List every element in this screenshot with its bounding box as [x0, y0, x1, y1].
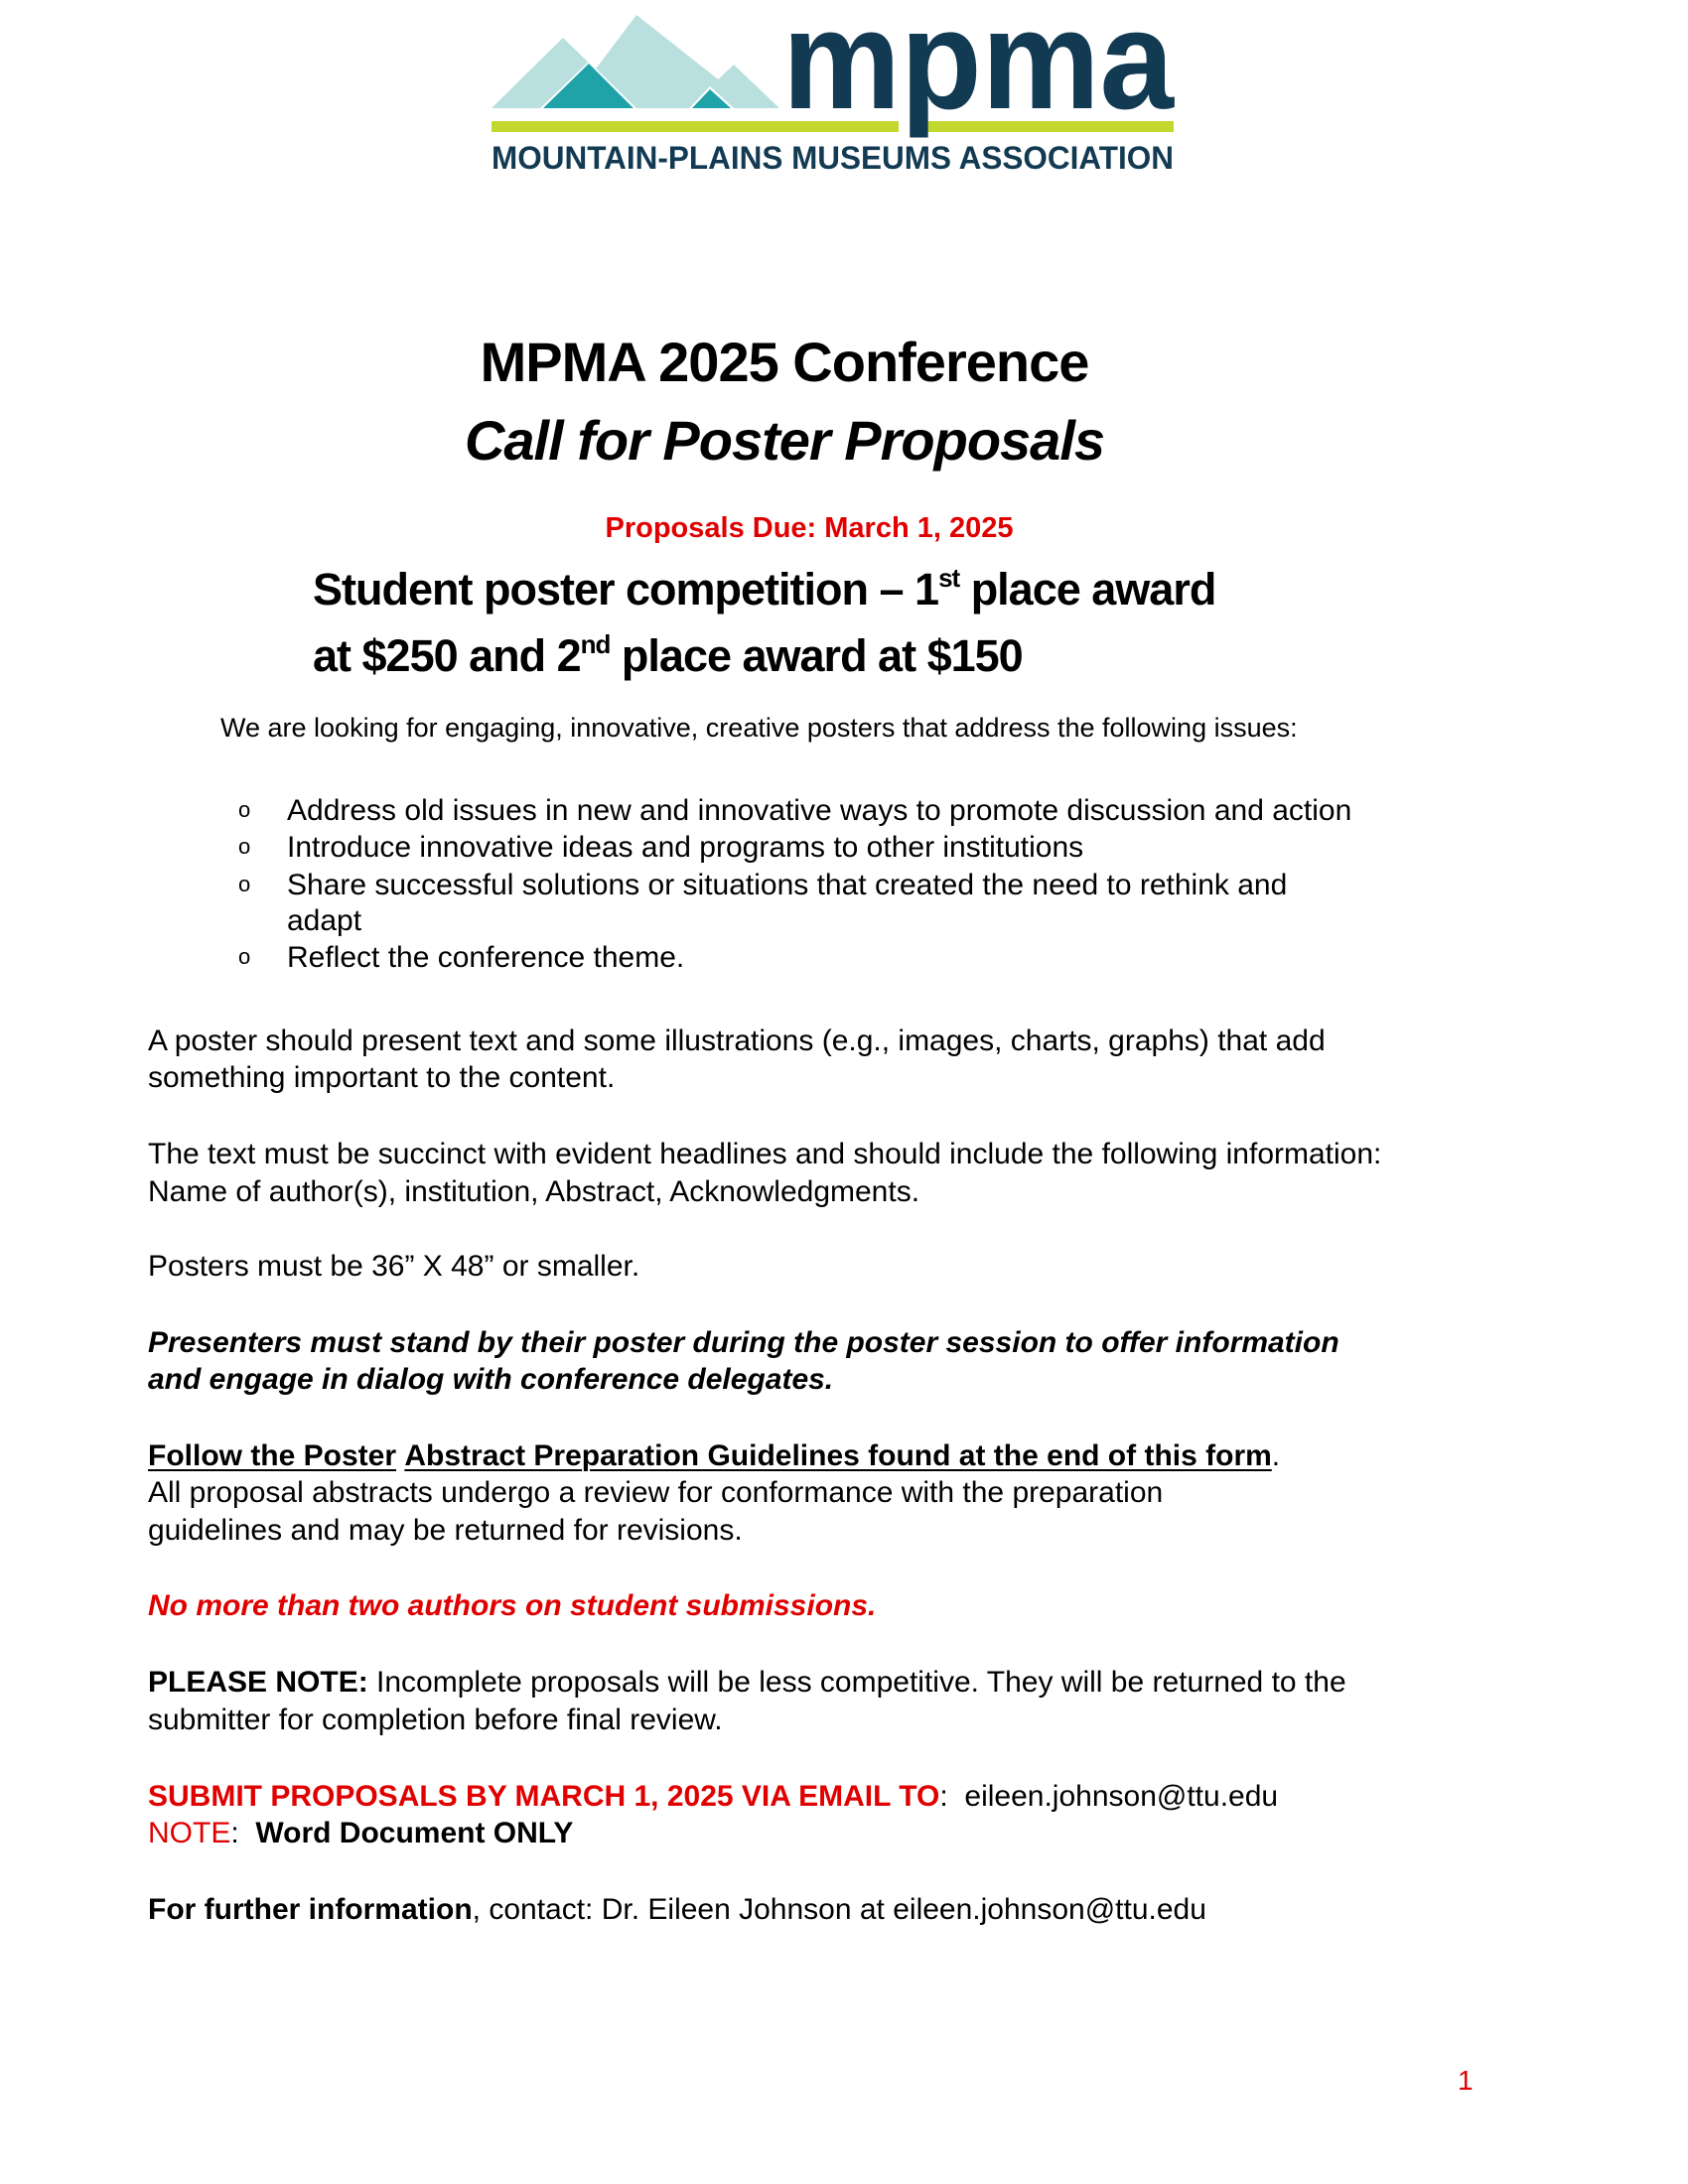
guidelines-line — [148, 1437, 1280, 1475]
guidelines-link-part[interactable]: Follow the Poster — [148, 1439, 397, 1472]
period: . — [1271, 1439, 1281, 1472]
award-line-1 — [313, 560, 1215, 619]
word-note-line — [148, 1815, 573, 1852]
award-sup: nd — [580, 629, 611, 659]
award-text: Student poster competition – 1 — [313, 564, 939, 614]
mpma-logo — [0, 0, 1688, 199]
award-text: place award — [959, 564, 1216, 614]
bullet-item: Reflect the conference theme. — [287, 941, 685, 974]
word-note-value: Word Document ONLY — [255, 1817, 574, 1849]
guidelines-link[interactable]: Abstract Preparation Guidelines found at the end of this form — [404, 1439, 1272, 1472]
submit-label: SUBMIT PROPOSALS BY MARCH 1, 2025 VIA EMAIL TO — [148, 1780, 940, 1813]
logo-wordmark: mpma — [782, 0, 1175, 139]
page-title: MPMA 2025 Conference — [480, 331, 1089, 393]
review-paragraph: All proposal abstracts undergo a review for conformance with the preparation — [148, 1476, 1164, 1509]
poster-paragraph: A poster should present text and some illustrations (e.g., images, charts, graphs) that add — [148, 1024, 1326, 1057]
logo-org-name: MOUNTAIN-PLAINS MUSEUMS ASSOCIATION — [492, 140, 1174, 176]
bullet-item: Introduce innovative ideas and programs to other institutions — [287, 831, 1084, 864]
authors-notice: No more than two authors on student submissions. — [148, 1589, 877, 1622]
please-note-line — [148, 1664, 1346, 1702]
award-text: at $250 and 2 — [313, 630, 581, 681]
size-paragraph: Posters must be 36” X 48” or smaller. — [148, 1250, 640, 1283]
due-date: Proposals Due: March 1, 2025 — [605, 512, 1014, 544]
bullet-marker: o — [238, 834, 251, 859]
bullet-item: Share successful solutions or situations that created the need to rethink and — [287, 869, 1288, 901]
text-paragraph: Name of author(s), institution, Abstract, Acknowledgments. — [148, 1175, 920, 1208]
submit-email-link[interactable]: eileen.johnson@ttu.edu — [964, 1780, 1279, 1813]
contact-text[interactable]: , contact: Dr. Eileen Johnson at eileen.johnson@ttu.edu — [472, 1893, 1206, 1926]
bullet-item-continued: adapt — [287, 904, 362, 937]
submit-line — [148, 1778, 1278, 1816]
contact-label: For further information — [148, 1893, 473, 1926]
intro-text: We are looking for engaging, innovative, creative posters that address the following issues: — [220, 713, 1298, 743]
colon: : — [230, 1817, 256, 1849]
presenters-paragraph: and engage in dialog with conference delegates. — [148, 1363, 834, 1396]
review-paragraph: guidelines and may be returned for revisions. — [148, 1514, 743, 1547]
page-number: 1 — [1458, 2065, 1474, 2096]
bullet-item: Address old issues in new and innovative ways to promote discussion and action — [287, 794, 1352, 827]
presenters-paragraph: Presenters must stand by their poster during the poster session to offer information — [148, 1326, 1339, 1359]
word-note-label: NOTE — [148, 1817, 231, 1849]
award-line-2 — [313, 626, 1023, 686]
please-note-text: Incomplete proposals will be less competitive. They will be returned to the — [367, 1666, 1346, 1699]
bullet-marker: o — [238, 872, 251, 896]
page-subtitle: Call for Poster Proposals — [464, 409, 1105, 472]
award-sup: st — [938, 563, 960, 593]
poster-paragraph: something important to the content. — [148, 1061, 616, 1094]
bullet-marker: o — [238, 797, 251, 822]
colon: : — [939, 1780, 965, 1813]
please-note-label: PLEASE NOTE: — [148, 1666, 368, 1699]
please-note-text: submitter for completion before final review. — [148, 1704, 723, 1736]
bullet-marker: o — [238, 944, 251, 969]
contact-line — [148, 1891, 1206, 1929]
award-text: place award at $150 — [610, 630, 1023, 681]
text-paragraph: The text must be succinct with evident headlines and should include the following information: — [148, 1138, 1382, 1170]
